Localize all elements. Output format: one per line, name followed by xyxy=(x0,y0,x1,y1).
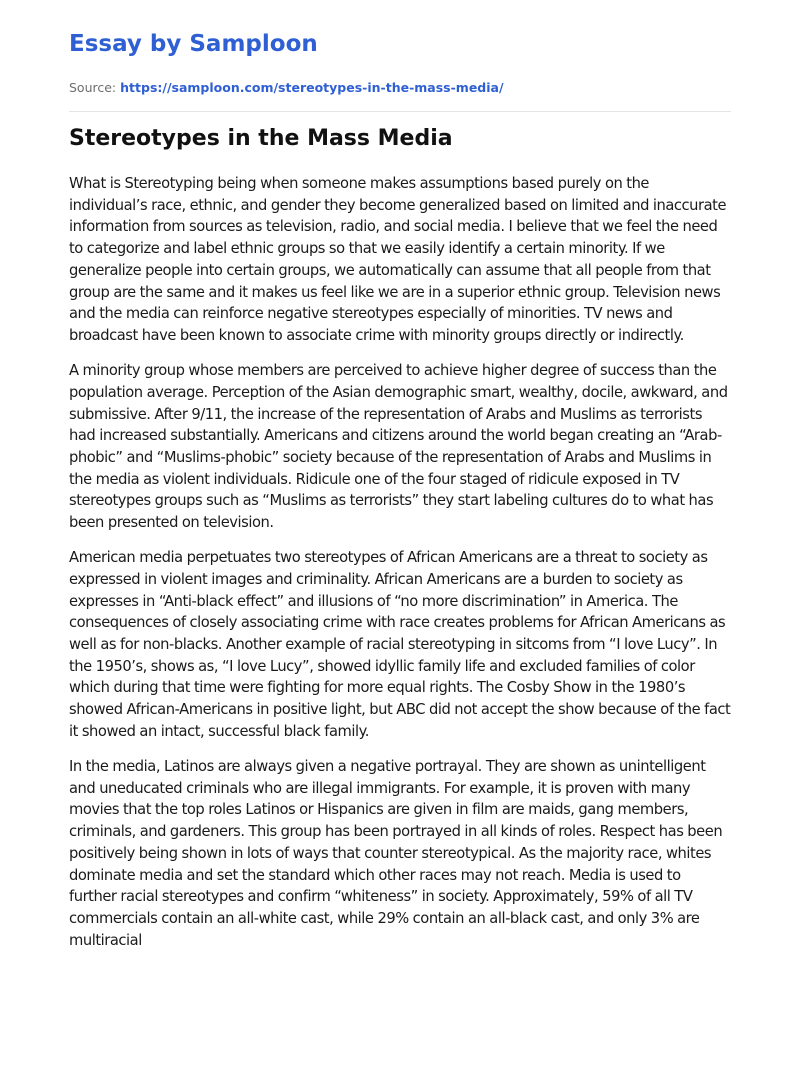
source-line xyxy=(69,80,504,96)
brand-logo-text[interactable]: Essay by Samploon xyxy=(69,31,318,57)
page-title: Stereotypes in the Mass Media xyxy=(69,126,453,151)
source-label: Source: xyxy=(69,80,117,95)
essay-body xyxy=(69,173,731,965)
header-divider xyxy=(69,111,731,112)
source-link[interactable]: https://samploon.com/stereotypes-in-the-mass-media/ xyxy=(120,80,504,95)
essay-paragraph: In the media, Latinos are always given a negative portrayal. They are shown as unintelligent and uneducated criminals who are illegal immigrants. For example, it is proven with many movies that the top roles Latinos or Hispanics are given in film are maids, gang members, criminals, and gardeners. This group has been portrayed in all kinds of roles. Respect has been positively being shown in lots of ways that counter stereotypical. As the majority race, whites dominate media and set the standard which other races may not reach. Media is used to further racial stereotypes and confirm “whiteness” in society. Approximately, 59% of all TV commercials contain an all-white cast, while 29% contain an all-black cast, and only 3% are multiracial xyxy=(69,758,723,949)
essay-paragraph: American media perpetuates two stereotypes of African Americans are a threat to society as expressed in violent images and criminality. African Americans are a burden to society as expresses in “Anti-black effect” and illusions of “no more discrimination” in America. The consequences of closely associating crime with race creates problems for African Americans as well as for non-blacks. Another example of racial stereotyping in sitcoms from “I love Lucy”. In the 1950’s, shows as, “I love Lucy”, showed idyllic family life and excluded families of color which during that time were fighting for more equal rights. The Cosby Show in the 1980’s showed African-Americans in positive light, but ABC did not accept the show because of the fact it showed an intact, successful black family. xyxy=(69,549,731,740)
essay-paragraph: What is Stereotyping being when someone makes assumptions based purely on the individual’s race, ethnic, and gender they become generalized based on limited and inaccurate information from sources as television, radio, and social media. I believe that we feel the need to categorize and label ethnic groups so that we easily identify a certain minority. If we generalize people into certain groups, we automatically can assume that all people from that group are the same and it makes us feel like we are in a superior ethnic group. Television news and the media can reinforce negative stereotypes especially of minorities. TV news and broadcast have been known to associate crime with minority groups directly or indirectly. xyxy=(69,175,727,344)
essay-paragraph: A minority group whose members are perceived to achieve higher degree of success than the population average. Perception of the Asian demographic smart, wealthy, docile, awkward, and submissive. After 9/11, the increase of the representation of Arabs and Muslims as terrorists had increased substantially. Americans and citizens around the world began creating an “Arab-phobic” and “Muslims-phobic” society because of the representation of Arabs and Muslims in the media as violent individuals. Ridicule one of the four staged of ridicule exposed in TV stereotypes groups such as “Muslims as terrorists” they start labeling cultures do to what has been presented on television. xyxy=(69,362,728,532)
essay-page xyxy=(69,0,731,1066)
